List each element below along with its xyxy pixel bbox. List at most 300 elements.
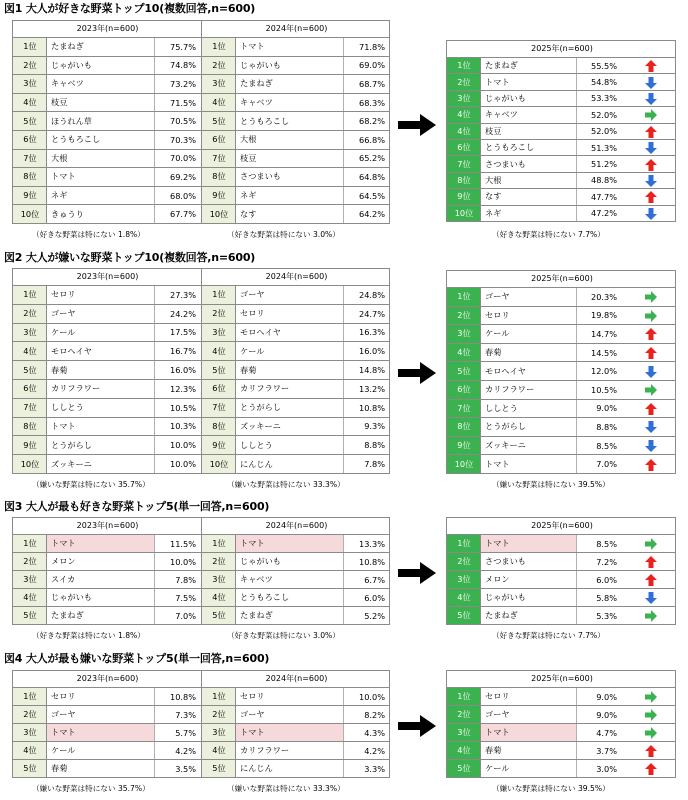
percent-value: 17.5% — [169, 327, 196, 338]
vegetable-name: ケール — [51, 745, 76, 755]
vegetable-name: ゴーヤ — [240, 289, 265, 300]
rank-label: 1位 — [212, 538, 226, 548]
rank-label: 2位 — [23, 59, 37, 70]
ranking-table-2025 — [446, 670, 676, 778]
vegetable-name: ケール — [485, 763, 510, 773]
percent-value: 71.8% — [358, 41, 385, 52]
percent-value: 68.0% — [169, 190, 196, 201]
footnote-2025: （好きな野菜は特にない 7.7%） — [492, 230, 605, 239]
rank-label: 4位 — [23, 745, 37, 755]
arrow-up-icon — [645, 126, 657, 138]
table-row — [447, 454, 675, 473]
vegetable-name: さつまいも — [485, 556, 526, 566]
rank-label: 3位 — [23, 78, 37, 89]
arrow-up-icon — [645, 403, 657, 415]
percent-value: 19.8% — [590, 310, 617, 321]
ranking-table-2025 — [446, 40, 676, 222]
percent-value: 53.3% — [590, 93, 617, 104]
figure-title: 図1 大人が好きな野菜トップ10(複数回答,n=600) — [4, 2, 256, 15]
rank-label: 6位 — [212, 134, 226, 145]
vegetable-name: とうもろこし — [240, 115, 290, 126]
percent-value: 73.2% — [169, 78, 196, 89]
rank-label: 7位 — [457, 158, 471, 169]
vegetable-name: にんじん — [240, 763, 273, 773]
rank-label: 2位 — [457, 76, 471, 87]
vegetable-name: じゃがいも — [51, 59, 92, 70]
footnote-2025: （好きな野菜は特にない 7.7%） — [492, 631, 605, 640]
rank-label: 2位 — [457, 556, 471, 566]
vegetable-name: ズッキーニ — [485, 440, 526, 451]
table-row — [447, 57, 675, 73]
percent-value: 3.0% — [596, 763, 617, 774]
arrow-up-icon — [645, 191, 657, 203]
rank-label: 5位 — [212, 610, 226, 620]
comparison-table-2023-2024 — [12, 670, 390, 778]
rank-label: 2位 — [212, 59, 226, 70]
footnote-2023: （好きな野菜は特にない 1.8%） — [32, 230, 145, 239]
percent-value: 11.5% — [169, 538, 196, 549]
rank-label: 10位 — [209, 208, 229, 219]
vegetable-name: たまねぎ — [51, 41, 84, 52]
rank-label: 3位 — [212, 574, 226, 584]
rank-label: 7位 — [212, 152, 226, 163]
table-row — [13, 204, 389, 223]
percent-value: 10.0% — [169, 556, 196, 567]
figure-title: 図4 大人が最も嫌いな野菜トップ5(単一回答,n=600) — [4, 652, 270, 665]
vegetable-name: じゃがいも — [240, 556, 281, 566]
footnote-2023: （嫌いな野菜は特にない 35.7%） — [32, 480, 150, 489]
vegetable-name: なす — [485, 191, 502, 202]
rank-label: 6位 — [23, 383, 37, 394]
year-header: 2024年(n=600) — [265, 24, 328, 33]
percent-value: 8.2% — [364, 709, 385, 720]
percent-value: 6.0% — [364, 592, 385, 603]
arrow-right-icon — [645, 727, 657, 739]
table-row — [447, 343, 675, 362]
arrow-down-icon — [645, 366, 657, 378]
arrow-right-icon — [645, 709, 657, 721]
table-row — [13, 304, 389, 323]
table-row — [447, 324, 675, 343]
vegetable-name: セロリ — [485, 691, 510, 701]
table-row — [447, 436, 675, 455]
rank-label: 10位 — [209, 458, 229, 469]
vegetable-name: とうがらし — [485, 421, 526, 432]
table-row — [447, 73, 675, 89]
percent-value: 69.2% — [169, 171, 196, 182]
rank-label: 3位 — [457, 574, 471, 584]
table-row — [13, 93, 389, 112]
table-row — [447, 287, 675, 306]
arrow-right-icon — [645, 691, 657, 703]
vegetable-name: 春菊 — [51, 364, 68, 375]
vegetable-name: じゃがいも — [485, 592, 526, 602]
vegetable-name: 大根 — [51, 152, 68, 163]
percent-value: 8.5% — [596, 538, 617, 549]
arrow-down-icon — [645, 592, 657, 604]
rank-label: 10位 — [454, 207, 474, 218]
percent-value: 5.7% — [175, 727, 196, 738]
table-row — [13, 741, 389, 759]
rank-label: 5位 — [23, 763, 37, 773]
percent-value: 47.7% — [590, 191, 617, 202]
table-row — [447, 741, 675, 759]
vegetable-name: トマト — [51, 171, 76, 182]
percent-value: 9.0% — [596, 403, 617, 414]
rank-label: 9位 — [457, 191, 471, 202]
table-row — [13, 37, 389, 56]
vegetable-name: 枝豆 — [485, 125, 502, 136]
percent-value: 13.2% — [358, 383, 385, 394]
vegetable-name: モロヘイヤ — [240, 326, 281, 337]
percent-value: 7.8% — [175, 574, 196, 585]
vegetable-name: ゴーヤ — [51, 709, 76, 719]
vegetable-name: 春菊 — [51, 763, 68, 773]
vegetable-name: たまねぎ — [240, 78, 273, 89]
table-row — [447, 687, 675, 705]
rank-label: 3位 — [212, 326, 226, 337]
percent-value: 47.2% — [590, 208, 617, 219]
percent-value: 12.0% — [590, 366, 617, 377]
footnote-2023: （好きな野菜は特にない 1.8%） — [32, 631, 145, 640]
percent-value: 3.3% — [364, 763, 385, 774]
table-row — [13, 149, 389, 168]
rank-label: 5位 — [457, 365, 471, 376]
rank-label: 4位 — [212, 592, 226, 602]
vegetable-name: さつまいも — [240, 171, 281, 182]
vegetable-name: ほうれん草 — [51, 115, 92, 126]
rank-label: 9位 — [23, 190, 37, 201]
vegetable-name: トマト — [485, 538, 510, 548]
arrow-down-icon — [645, 93, 657, 105]
percent-value: 14.5% — [590, 347, 617, 358]
vegetable-name: キャベツ — [51, 78, 84, 89]
table-row — [447, 172, 675, 188]
vegetable-name: モロヘイヤ — [51, 345, 92, 356]
rank-label: 3位 — [23, 574, 37, 584]
table-row — [447, 399, 675, 418]
rank-label: 10位 — [20, 458, 40, 469]
arrow-up-icon — [645, 347, 657, 359]
percent-value: 16.0% — [358, 346, 385, 357]
year-header: 2025年(n=600) — [531, 274, 593, 283]
percent-value: 51.2% — [590, 159, 617, 170]
table-row — [13, 454, 389, 473]
vegetable-name: ネギ — [51, 190, 68, 201]
rank-label: 3位 — [23, 727, 37, 737]
vegetable-name: 大根 — [240, 134, 257, 145]
percent-value: 5.3% — [596, 610, 617, 621]
percent-value: 7.2% — [596, 556, 617, 567]
percent-value: 70.3% — [169, 134, 196, 145]
arrow-down-icon — [645, 208, 657, 220]
rank-label: 2位 — [23, 556, 37, 566]
vegetable-name: メロン — [485, 574, 510, 584]
arrow-down-icon — [645, 77, 657, 89]
arrow-right-icon — [645, 291, 657, 303]
vegetable-name: ケール — [240, 345, 265, 356]
rank-label: 9位 — [23, 439, 37, 450]
percent-value: 67.7% — [169, 209, 196, 220]
table-row — [13, 759, 389, 777]
vegetable-name: トマト — [51, 727, 76, 737]
rank-label: 2位 — [212, 709, 226, 719]
rank-label: 6位 — [212, 383, 226, 394]
arrow-up-icon — [645, 556, 657, 568]
vegetable-name: ズッキーニ — [51, 458, 92, 469]
vegetable-name: ししとう — [51, 402, 84, 413]
percent-value: 10.8% — [358, 556, 385, 567]
percent-value: 69.0% — [358, 60, 385, 71]
percent-value: 64.5% — [358, 190, 385, 201]
percent-value: 8.5% — [596, 440, 617, 451]
vegetable-name: とうもろこし — [240, 592, 290, 602]
percent-value: 10.8% — [358, 402, 385, 413]
table-row — [13, 111, 389, 130]
percent-value: 74.8% — [169, 60, 196, 71]
vegetable-name: ゴーヤ — [240, 709, 265, 719]
vegetable-name: ゴーヤ — [485, 291, 510, 302]
percent-value: 70.5% — [169, 116, 196, 127]
percent-value: 10.0% — [169, 440, 196, 451]
rank-label: 1位 — [457, 60, 471, 71]
percent-value: 24.8% — [358, 289, 385, 300]
rank-label: 1位 — [212, 289, 226, 300]
rank-label: 4位 — [457, 109, 471, 120]
percent-value: 52.0% — [590, 109, 617, 120]
rank-label: 9位 — [212, 439, 226, 450]
rank-label: 4位 — [23, 345, 37, 356]
arrow-up-icon — [645, 159, 657, 171]
percent-value: 13.3% — [358, 538, 385, 549]
vegetable-name: トマト — [485, 727, 510, 737]
percent-value: 3.5% — [175, 763, 196, 774]
vegetable-name: キャベツ — [485, 109, 518, 120]
rank-label: 9位 — [212, 190, 226, 201]
table-row — [13, 379, 389, 398]
vegetable-name: 枝豆 — [51, 97, 68, 108]
rank-label: 7位 — [23, 402, 37, 413]
table-row — [447, 205, 675, 221]
rank-label: 5位 — [23, 610, 37, 620]
rank-label: 1位 — [23, 289, 37, 300]
vegetable-name: カリフラワー — [240, 383, 290, 394]
percent-value: 16.0% — [169, 365, 196, 376]
year-header: 2025年(n=600) — [531, 44, 593, 53]
vegetable-name: ししとう — [240, 439, 273, 450]
percent-value: 4.2% — [175, 745, 196, 756]
percent-value: 14.7% — [590, 328, 617, 339]
rank-label: 8位 — [457, 421, 471, 432]
percent-value: 8.8% — [364, 440, 385, 451]
vegetable-name: にんじん — [240, 458, 273, 469]
table-row — [447, 606, 675, 624]
rank-label: 1位 — [457, 291, 471, 302]
table-row — [447, 106, 675, 122]
percent-value: 71.5% — [169, 97, 196, 108]
table-row — [13, 398, 389, 417]
rank-label: 1位 — [212, 691, 226, 701]
ranking-table-2025 — [446, 270, 676, 474]
vegetable-name: カリフラワー — [485, 384, 535, 395]
rank-label: 3位 — [212, 727, 226, 737]
rank-label: 4位 — [212, 745, 226, 755]
vegetable-name: カリフラワー — [240, 745, 290, 755]
rank-label: 1位 — [212, 41, 226, 52]
vegetable-name: ズッキーニ — [240, 420, 281, 431]
table-row — [13, 723, 389, 741]
percent-value: 9.0% — [596, 709, 617, 720]
percent-value: 55.5% — [590, 60, 617, 71]
table-row — [13, 323, 389, 342]
percent-value: 75.7% — [169, 41, 196, 52]
vegetable-name: ししとう — [485, 402, 518, 413]
vegetable-name: ケール — [51, 326, 76, 337]
table-row — [13, 534, 389, 552]
percent-value: 7.0% — [596, 459, 617, 470]
percent-value: 12.3% — [169, 383, 196, 394]
arrow-right-icon — [645, 109, 657, 121]
table-row — [13, 417, 389, 436]
arrow-down-icon — [645, 440, 657, 452]
footnote-2025: （嫌いな野菜は特にない 39.5%） — [492, 784, 610, 793]
arrow-down-icon — [645, 175, 657, 187]
percent-value: 66.8% — [358, 134, 385, 145]
rank-label: 4位 — [212, 97, 226, 108]
rank-label: 7位 — [23, 152, 37, 163]
rank-label: 9位 — [457, 440, 471, 451]
rank-label: 6位 — [23, 134, 37, 145]
table-row — [13, 606, 389, 624]
arrow-up-icon — [645, 60, 657, 72]
rank-label: 8位 — [212, 420, 226, 431]
table-row — [13, 167, 389, 186]
rank-label: 5位 — [212, 364, 226, 375]
rank-label: 5位 — [457, 610, 471, 620]
table-row — [13, 552, 389, 570]
table-row — [13, 341, 389, 360]
table-row — [13, 360, 389, 379]
table-row — [447, 723, 675, 741]
percent-value: 51.3% — [590, 142, 617, 153]
percent-value: 48.8% — [590, 175, 617, 186]
rank-label: 4位 — [457, 125, 471, 136]
percent-value: 9.0% — [596, 691, 617, 702]
percent-value: 10.5% — [590, 384, 617, 395]
percent-value: 7.3% — [175, 709, 196, 720]
arrow-up-icon — [645, 459, 657, 471]
rank-label: 7位 — [457, 402, 471, 413]
vegetable-name: ゴーヤ — [51, 308, 76, 319]
rank-label: 8位 — [212, 171, 226, 182]
vegetable-name: ゴーヤ — [485, 709, 510, 719]
rank-label: 1位 — [23, 41, 37, 52]
comparison-table-2023-2024 — [12, 517, 390, 625]
percent-value: 4.3% — [364, 727, 385, 738]
percent-value: 7.8% — [364, 459, 385, 470]
percent-value: 54.8% — [590, 77, 617, 88]
percent-value: 7.5% — [175, 592, 196, 603]
percent-value: 68.2% — [358, 116, 385, 127]
year-header: 2025年(n=600) — [531, 674, 593, 683]
vegetable-name: ケール — [485, 328, 510, 339]
table-row — [13, 705, 389, 723]
rank-label: 4位 — [23, 97, 37, 108]
vegetable-name: じゃがいも — [240, 59, 281, 70]
vegetable-name: セロリ — [240, 308, 265, 319]
percent-value: 10.3% — [169, 421, 196, 432]
vegetable-name: スイカ — [51, 574, 76, 584]
rank-label: 4位 — [23, 592, 37, 602]
table-row — [447, 155, 675, 171]
arrow-up-icon — [645, 328, 657, 340]
percent-value: 7.0% — [175, 610, 196, 621]
percent-value: 64.2% — [358, 209, 385, 220]
rank-label: 2位 — [457, 309, 471, 320]
vegetable-name: ネギ — [485, 207, 502, 218]
vegetable-name: キャベツ — [240, 97, 273, 108]
arrow-right-icon — [645, 538, 657, 550]
rank-label: 2位 — [457, 709, 471, 719]
percent-value: 4.7% — [596, 727, 617, 738]
rank-label: 8位 — [23, 171, 37, 182]
vegetable-name: とうもろこし — [51, 134, 101, 145]
rank-label: 4位 — [457, 347, 471, 358]
rank-label: 4位 — [457, 592, 471, 602]
table-row — [447, 139, 675, 155]
vegetable-name: さつまいも — [485, 158, 526, 169]
vegetable-name: なす — [240, 208, 257, 219]
vegetable-name: トマト — [240, 41, 265, 52]
rank-label: 4位 — [212, 345, 226, 356]
footnote-2023: （嫌いな野菜は特にない 35.7%） — [32, 784, 150, 793]
vegetable-name: メロン — [51, 556, 76, 566]
rank-label: 1位 — [23, 538, 37, 548]
rank-label: 10位 — [454, 458, 474, 469]
table-row — [447, 570, 675, 588]
table-row — [447, 534, 675, 552]
footnote-2024: （嫌いな野菜は特にない 33.3%） — [227, 480, 345, 489]
percent-value: 5.8% — [596, 592, 617, 603]
rank-label: 3位 — [457, 92, 471, 103]
vegetable-name: トマト — [240, 727, 265, 737]
vegetable-name: とうがらし — [51, 439, 92, 450]
table-row — [447, 361, 675, 380]
table-row — [447, 380, 675, 399]
table-row — [447, 759, 675, 777]
transition-arrow-icon — [398, 362, 436, 388]
vegetable-name: たまねぎ — [485, 60, 518, 71]
percent-value: 9.3% — [364, 421, 385, 432]
vegetable-name: たまねぎ — [485, 610, 518, 620]
vegetable-name: とうもろこし — [485, 142, 535, 153]
arrow-up-icon — [645, 574, 657, 586]
rank-label: 4位 — [457, 745, 471, 755]
vegetable-name: 大根 — [485, 174, 502, 185]
table-row — [13, 130, 389, 149]
footnote-2024: （嫌いな野菜は特にない 33.3%） — [227, 784, 345, 793]
table-row — [447, 552, 675, 570]
percent-value: 6.7% — [364, 574, 385, 585]
vegetable-name: じゃがいも — [485, 92, 526, 103]
table-row — [447, 188, 675, 204]
percent-value: 10.5% — [169, 402, 196, 413]
percent-value: 4.2% — [364, 745, 385, 756]
percent-value: 68.7% — [358, 78, 385, 89]
rank-label: 5位 — [212, 115, 226, 126]
vegetable-name: トマト — [240, 538, 265, 548]
vegetable-name: 春菊 — [485, 745, 502, 755]
